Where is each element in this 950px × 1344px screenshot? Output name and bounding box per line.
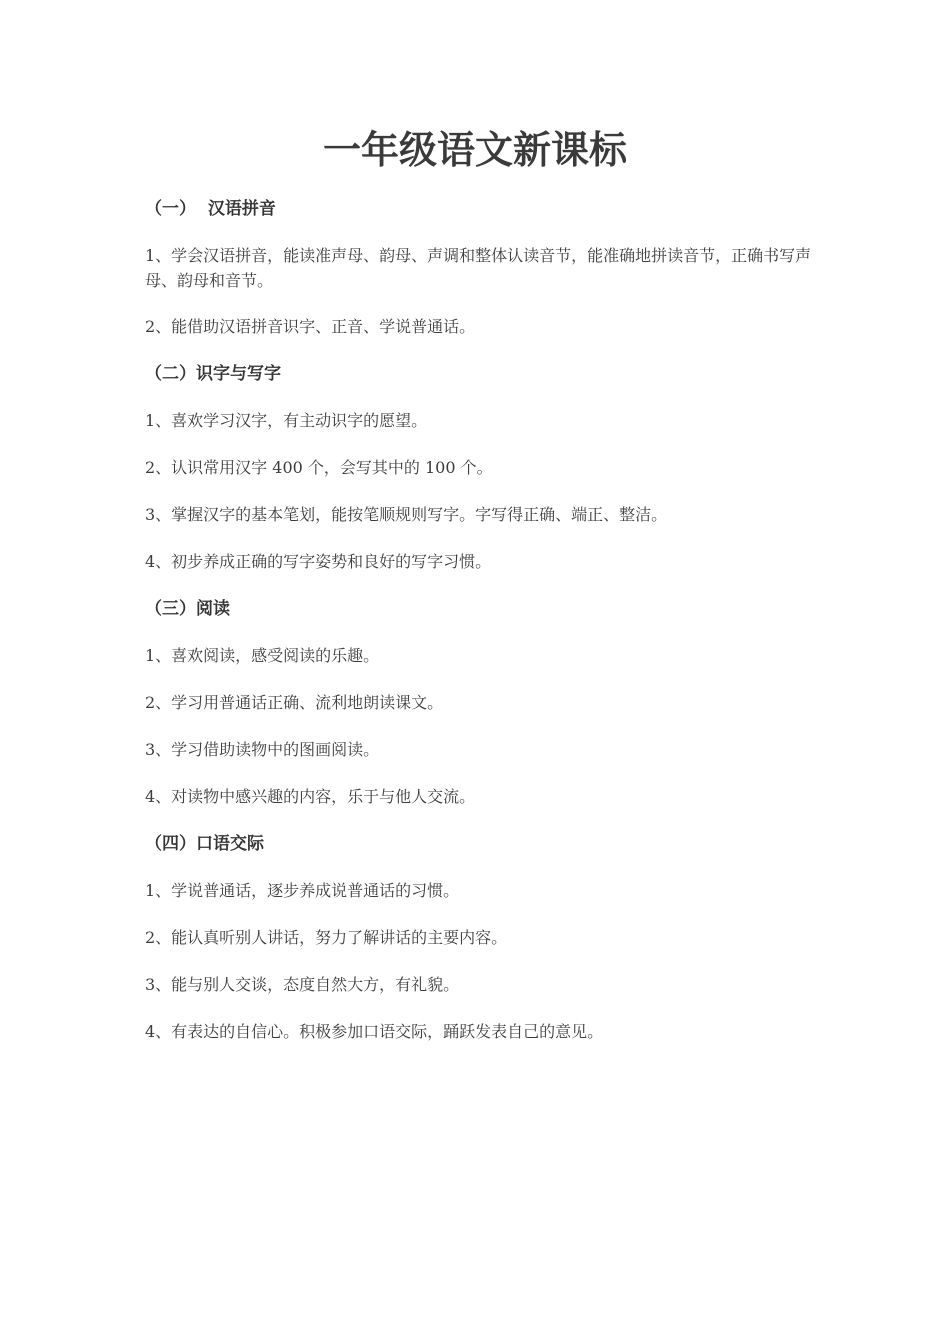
- list-item: 1、学说普通话，逐步养成说普通话的习惯。: [145, 881, 460, 900]
- list-item: 3、能与别人交谈，态度自然大方，有礼貌。: [145, 975, 460, 994]
- section-heading: （三）阅读: [145, 599, 230, 619]
- list-item: 2、能认真听别人讲话，努力了解讲话的主要内容。: [145, 928, 508, 947]
- list-item: 2、学习用普通话正确、流利地朗读课文。: [145, 693, 444, 712]
- list-item: 1、喜欢阅读，感受阅读的乐趣。: [145, 646, 380, 665]
- list-item: 1、学会汉语拼音，能读准声母、韵母、声调和整体认读音节，能准确地拼读音节，正确书写声母、韵母和音节。: [145, 246, 812, 290]
- list-item: 4、有表达的自信心。积极参加口语交际，踊跃发表自己的意见。: [145, 1022, 604, 1041]
- list-item: 4、对读物中感兴趣的内容，乐于与他人交流。: [145, 787, 476, 806]
- list-item: 1、喜欢学习汉字，有主动识字的愿望。: [145, 411, 428, 430]
- section-heading: （一） 汉语拼音: [145, 199, 276, 219]
- section-heading: （四）口语交际: [145, 834, 264, 854]
- list-item: 2、能借助汉语拼音识字、正音、学说普通话。: [145, 317, 476, 336]
- page-title: 一年级语文新课标: [322, 128, 627, 172]
- section-reading: [145, 596, 815, 810]
- list-item: 3、学习借助读物中的图画阅读。: [145, 740, 380, 759]
- document-body: [145, 196, 815, 1066]
- section-pinyin: [145, 196, 815, 340]
- section-literacy-writing: [145, 361, 815, 575]
- section-heading: （二）识字与写字: [145, 364, 281, 384]
- list-item: 3、掌握汉字的基本笔划，能按笔顺规则写字。字写得正确、端正、整洁。: [145, 505, 668, 524]
- list-item: 2、认识常用汉字 400 个，会写其中的 100 个。: [145, 458, 493, 477]
- list-item: 4、初步养成正确的写字姿势和良好的写字习惯。: [145, 552, 492, 571]
- section-oral-communication: [145, 831, 815, 1045]
